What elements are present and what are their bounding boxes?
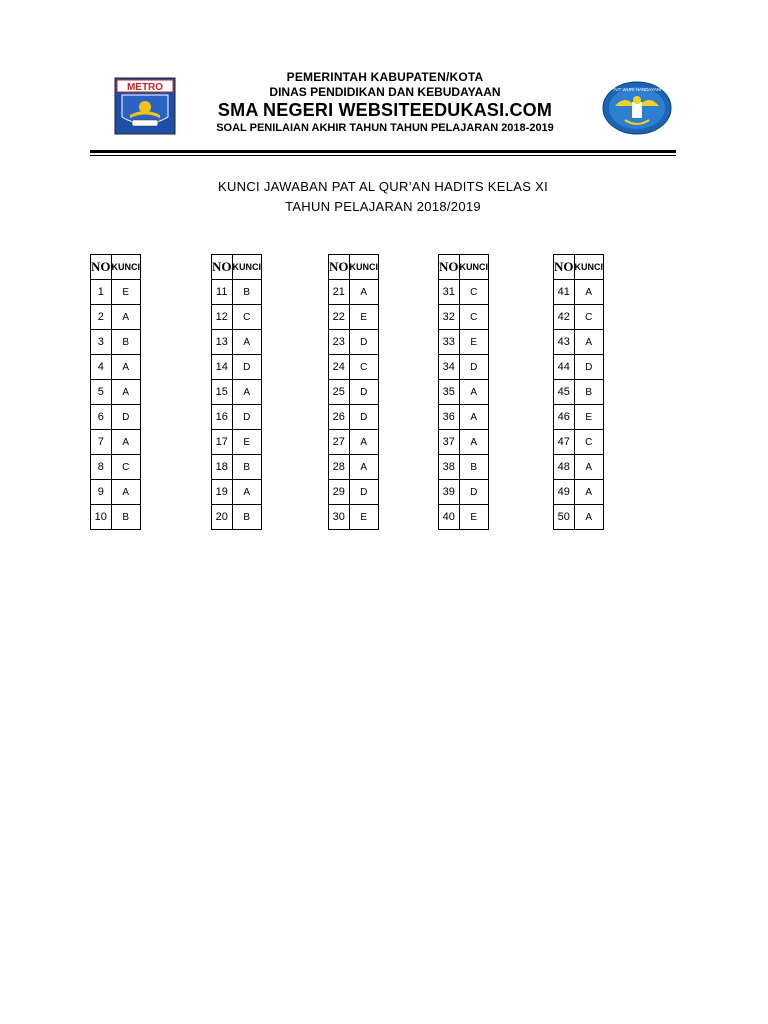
question-number: 5 [91,380,112,405]
table-row [439,455,489,480]
question-number: 21 [329,280,350,305]
question-number: 28 [329,455,350,480]
answer-key: A [232,330,262,355]
question-number: 22 [329,305,350,330]
table-row [212,430,262,455]
answer-key: D [349,330,379,355]
column-header-no: NO [439,255,460,280]
question-number: 45 [554,380,575,405]
answer-key: C [459,305,489,330]
table-row [439,330,489,355]
table-row [329,480,379,505]
question-number: 9 [91,480,112,505]
table-header-row [212,255,262,280]
table-row [439,380,489,405]
column-header-kunci: KUNCI [232,255,262,280]
logo-motto-text: TUT WURI HANDAYANI [612,87,662,92]
table-row [212,330,262,355]
question-number: 33 [439,330,460,355]
answer-key: A [574,505,604,530]
metro-city-logo [114,77,176,135]
table-row [554,480,604,505]
question-number: 16 [212,405,233,430]
table-row [554,380,604,405]
answer-key: D [111,405,141,430]
document-title [90,177,676,217]
question-number: 35 [439,380,460,405]
question-number: 48 [554,455,575,480]
table-row [439,430,489,455]
tut-wuri-handayani-logo [601,80,673,136]
question-number: 2 [91,305,112,330]
answer-key: B [459,455,489,480]
answer-key-title: KUNCI JAWABAN PAT AL QUR’AN HADITS KELAS XI [217,179,549,194]
question-number: 37 [439,430,460,455]
column-header-kunci: KUNCI [459,255,489,280]
answer-key: B [111,330,141,355]
table-row [439,355,489,380]
government-name: PEMERINTAH KABUPATEN/KOTA [286,70,484,84]
question-number: 17 [212,430,233,455]
table-row [91,430,141,455]
answer-key: E [232,430,262,455]
table-row [439,280,489,305]
question-number: 20 [212,505,233,530]
question-number: 27 [329,430,350,455]
answer-key: A [111,480,141,505]
answer-key: C [574,430,604,455]
table-row [91,405,141,430]
column-header-no: NO [91,255,112,280]
question-number: 4 [91,355,112,380]
answer-key: D [459,480,489,505]
table-row [554,355,604,380]
answer-key: E [111,280,141,305]
question-number: 49 [554,480,575,505]
question-number: 47 [554,430,575,455]
question-number: 1 [91,280,112,305]
answer-key: A [111,380,141,405]
question-number: 19 [212,480,233,505]
answer-key: E [349,305,379,330]
table-row [554,505,604,530]
table-row [91,330,141,355]
answer-key: A [232,380,262,405]
table-row [329,380,379,405]
answer-key: A [459,405,489,430]
table-row [439,505,489,530]
answer-key: A [349,430,379,455]
question-number: 10 [91,505,112,530]
answer-key: A [459,380,489,405]
department-name: DINAS PENDIDIKAN DAN KEBUDAYAAN [269,85,501,99]
table-row [212,380,262,405]
answer-key: A [574,455,604,480]
answer-key: D [459,355,489,380]
table-row [554,455,604,480]
table-row [329,505,379,530]
question-number: 36 [439,405,460,430]
answer-key: A [459,430,489,455]
table-row [439,480,489,505]
question-number: 18 [212,455,233,480]
answer-key: D [349,405,379,430]
table-row [439,405,489,430]
table-row [212,405,262,430]
question-number: 40 [439,505,460,530]
answer-key: D [232,405,262,430]
answer-key: B [111,505,141,530]
answer-key: A [111,430,141,455]
table-row [554,305,604,330]
table-row [329,455,379,480]
table-row [329,430,379,455]
academic-year: TAHUN PELAJARAN 2018/2019 [285,199,481,214]
question-number: 13 [212,330,233,355]
logo-metro-text: METRO [126,82,164,93]
question-number: 30 [329,505,350,530]
answer-key: A [574,280,604,305]
table-header-row [554,255,604,280]
answer-key: D [574,355,604,380]
table-row [554,330,604,355]
question-number: 34 [439,355,460,380]
question-number: 14 [212,355,233,380]
answer-key: B [232,505,262,530]
answer-table-2 [211,254,262,530]
table-header-row [91,255,141,280]
table-row [329,405,379,430]
answer-key: A [349,280,379,305]
column-header-kunci: KUNCI [574,255,604,280]
table-row [212,480,262,505]
table-row [91,305,141,330]
question-number: 38 [439,455,460,480]
question-number: 46 [554,405,575,430]
table-row [212,355,262,380]
question-number: 12 [212,305,233,330]
answer-key: D [232,355,262,380]
column-header-no: NO [554,255,575,280]
letterhead [185,70,585,135]
exam-name: SOAL PENILAIAN AKHIR TAHUN TAHUN PELAJARAN 2018-2019 [216,122,554,134]
table-row [329,305,379,330]
column-header-no: NO [212,255,233,280]
question-number: 25 [329,380,350,405]
answer-key: A [349,455,379,480]
question-number: 50 [554,505,575,530]
answer-key: B [232,455,262,480]
table-row [212,305,262,330]
table-row [91,455,141,480]
answer-key: B [232,280,262,305]
question-number: 29 [329,480,350,505]
answer-table-4 [438,254,489,530]
question-number: 39 [439,480,460,505]
answer-table-1 [90,254,141,530]
question-number: 24 [329,355,350,380]
table-row [554,280,604,305]
answer-key: C [232,305,262,330]
answer-key: B [574,380,604,405]
answer-key: D [349,480,379,505]
answer-key: E [349,505,379,530]
question-number: 7 [91,430,112,455]
answer-table-3 [328,254,379,530]
answer-key: E [574,405,604,430]
question-number: 3 [91,330,112,355]
table-row [554,405,604,430]
table-row [91,380,141,405]
answer-key: C [459,280,489,305]
table-row [212,280,262,305]
question-number: 42 [554,305,575,330]
question-number: 6 [91,405,112,430]
answer-key: A [574,480,604,505]
table-header-row [329,255,379,280]
letterhead-divider-thick [90,150,676,153]
question-number: 23 [329,330,350,355]
question-number: 26 [329,405,350,430]
letterhead-divider-thin [90,155,676,156]
answer-key: C [574,305,604,330]
table-row [329,280,379,305]
answer-key: E [459,330,489,355]
answer-key: A [111,355,141,380]
table-row [329,330,379,355]
answer-key: A [232,480,262,505]
answer-key: A [111,305,141,330]
question-number: 15 [212,380,233,405]
question-number: 31 [439,280,460,305]
question-number: 11 [212,280,233,305]
table-row [212,455,262,480]
answer-key: A [574,330,604,355]
column-header-no: NO [329,255,350,280]
answer-key: D [349,380,379,405]
answer-key: C [349,355,379,380]
question-number: 8 [91,455,112,480]
column-header-kunci: KUNCI [349,255,379,280]
table-row [554,430,604,455]
question-number: 32 [439,305,460,330]
question-number: 44 [554,355,575,380]
table-row [91,505,141,530]
table-header-row [439,255,489,280]
table-row [329,355,379,380]
answer-key: C [111,455,141,480]
table-row [439,305,489,330]
table-row [212,505,262,530]
answer-key: E [459,505,489,530]
question-number: 41 [554,280,575,305]
school-name: SMA NEGERI WEBSITEEDUKASI.COM [217,100,553,120]
table-row [91,280,141,305]
question-number: 43 [554,330,575,355]
column-header-kunci: KUNCI [111,255,141,280]
answer-table-5 [553,254,604,530]
table-row [91,355,141,380]
table-row [91,480,141,505]
